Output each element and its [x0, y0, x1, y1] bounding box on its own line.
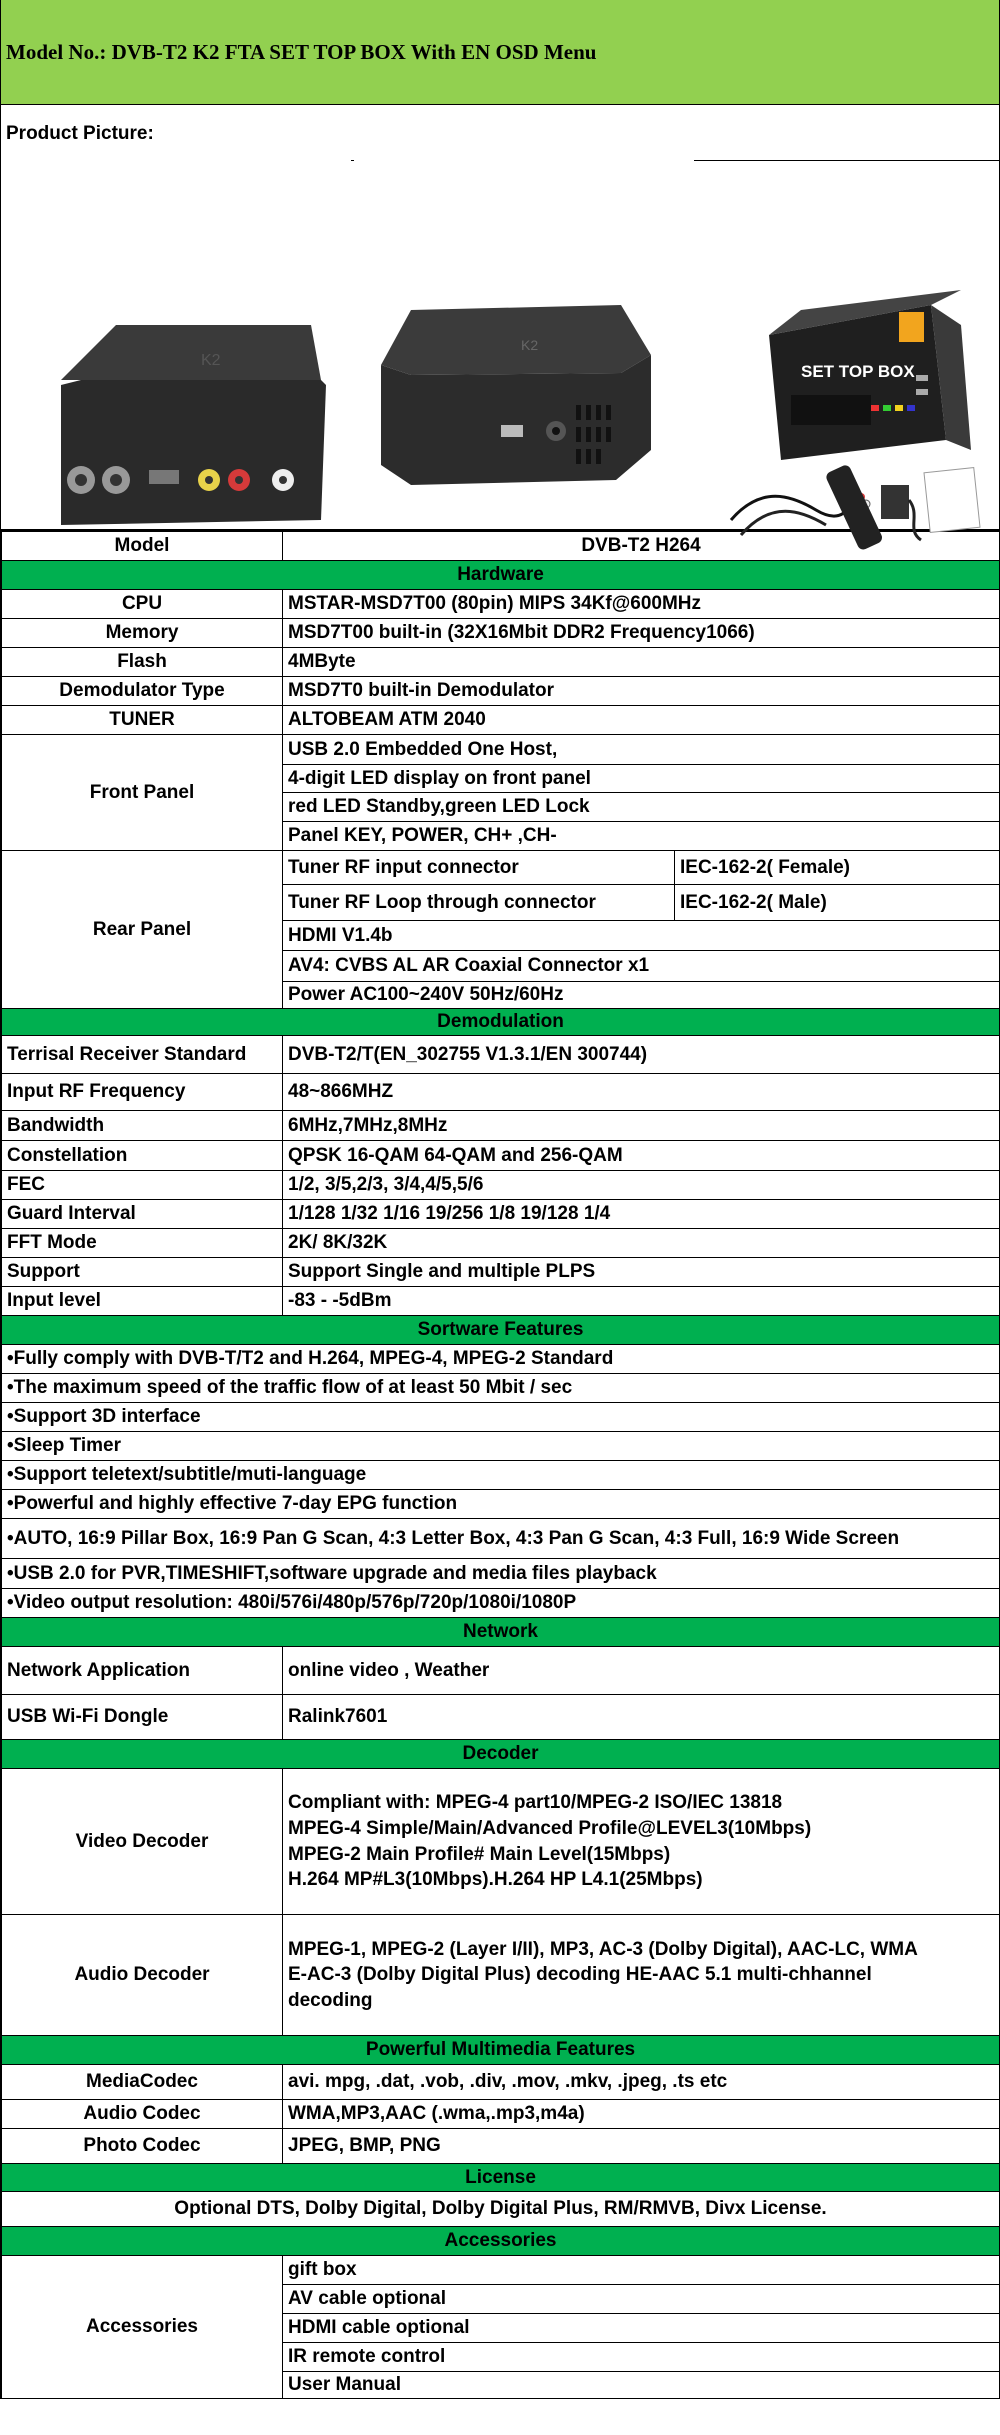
section-header-accessories [2, 2227, 1000, 2256]
decoder-line: E-AC-3 (Dolby Digital Plus) decoding HE-AAC 5.1 multi-chhannel [288, 1964, 872, 1986]
model-label: Model [2, 532, 283, 561]
package-label: SET TOP BOX [801, 362, 915, 381]
decoder-line: MPEG-1, MPEG-2 (Layer I/II), MP3, AC-3 (Dolby Digital), AAC-LC, WMA [288, 1938, 918, 1960]
accessory-item: IR remote control [283, 2343, 1000, 2372]
row-label: MediaCodec [2, 2065, 283, 2100]
product-photo-front [371, 255, 661, 505]
row-value: HDMI V1.4b [283, 921, 1000, 951]
section-title: Accessories [2, 2227, 1000, 2256]
row-value: DVB-T2/T(EN_302755 V1.3.1/EN 300744) [283, 1036, 1000, 1074]
table-row [2, 1287, 1000, 1316]
section-header-decoder [2, 1740, 1000, 1769]
table-row [2, 851, 1000, 885]
table-row [2, 2100, 1000, 2129]
accessory-item: gift box [283, 2256, 1000, 2285]
section-title: License [2, 2164, 1000, 2192]
table-row [2, 2256, 1000, 2285]
row-label: Memory [2, 619, 283, 648]
row-value: -83 - -5dBm [283, 1287, 1000, 1316]
product-picture-label: Product Picture: [6, 123, 154, 144]
feature-row [2, 1345, 1000, 1374]
spec-table [1, 531, 1000, 2399]
feature-item: •Video output resolution: 480i/576i/480p/576p/720p/1080i/1080P [2, 1589, 1000, 1618]
table-row [2, 1141, 1000, 1171]
box-top-logo: K2 [201, 352, 221, 369]
row-label: Network Application [2, 1647, 283, 1695]
row-label: USB Wi-Fi Dongle [2, 1695, 283, 1740]
row-value: 2K/ 8K/32K [283, 1229, 1000, 1258]
row-label: Support [2, 1258, 283, 1287]
row-value: Tuner RF Loop through connector [283, 885, 675, 921]
row-value: Power AC100~240V 50Hz/60Hz [283, 982, 1000, 1009]
feature-item: •The maximum speed of the traffic flow of at least 50 Mbit / sec [2, 1374, 1000, 1403]
row-label: Constellation [2, 1141, 283, 1171]
table-row [2, 677, 1000, 706]
video-decoder-value [283, 1769, 1000, 1915]
divider [694, 160, 999, 161]
section-header-network [2, 1618, 1000, 1647]
table-row [2, 1695, 1000, 1740]
row-value: MSD7T00 built-in (32X16Mbit DDR2 Frequency1066) [283, 619, 1000, 648]
row-value: 6MHz,7MHz,8MHz [283, 1111, 1000, 1141]
audio-decoder-value [283, 1915, 1000, 2036]
row-label: Guard Interval [2, 1200, 283, 1229]
row-value: Ralink7601 [283, 1695, 1000, 1740]
table-row [2, 706, 1000, 735]
row-label: TUNER [2, 706, 283, 735]
row-value: AV4: CVBS AL AR Coaxial Connector x1 [283, 951, 1000, 982]
row-value: JPEG, BMP, PNG [283, 2129, 1000, 2164]
row-label: Input level [2, 1287, 283, 1316]
row-value: USB 2.0 Embedded One Host, [283, 735, 1000, 765]
page-title: Model No.: DVB-T2 K2 FTA SET TOP BOX With EN OSD Menu [1, 0, 999, 105]
box-front-logo: K2 [521, 337, 539, 353]
feature-row [2, 1519, 1000, 1559]
section-title: Demodulation [2, 1009, 1000, 1036]
row-label: FEC [2, 1171, 283, 1200]
section-title: Sortware Features [2, 1316, 1000, 1345]
feature-row [2, 1403, 1000, 1432]
row-value: 1/2, 3/5,2/3, 3/4,4/5,5/6 [283, 1171, 1000, 1200]
table-row [2, 648, 1000, 677]
decoder-line: H.264 MP#L3(10Mbps).H.264 HP L4.1(25Mbps) [288, 1869, 703, 1891]
accessory-item: AV cable optional [283, 2285, 1000, 2314]
row-value: 4MByte [283, 648, 1000, 677]
row-value: MSTAR-MSD7T00 (80pin) MIPS 34Kf@600MHz [283, 590, 1000, 619]
row-label: Audio Decoder [2, 1915, 283, 2036]
feature-item: •Support teletext/subtitle/muti-language [2, 1461, 1000, 1490]
row-label: Demodulator Type [2, 677, 283, 706]
table-row [2, 1111, 1000, 1141]
table-row [2, 1229, 1000, 1258]
row-value: 48~866MHZ [283, 1074, 1000, 1111]
feature-item: •Sleep Timer [2, 1432, 1000, 1461]
table-row [2, 590, 1000, 619]
section-title: Network [2, 1618, 1000, 1647]
row-value: online video , Weather [283, 1647, 1000, 1695]
accessory-item: User Manual [283, 2372, 1000, 2399]
model-value: DVB-T2 H264 [283, 532, 1000, 561]
row-value: 4-digit LED display on front panel [283, 765, 1000, 793]
row-value: IEC-162-2( Female) [675, 851, 1000, 885]
feature-row [2, 1490, 1000, 1519]
feature-item: •Support 3D interface [2, 1403, 1000, 1432]
row-value: MSD7T0 built-in Demodulator [283, 677, 1000, 706]
row-value: Tuner RF input connector [283, 851, 675, 885]
product-picture-area [1, 105, 999, 531]
section-title: Hardware [2, 561, 1000, 590]
row-label: Terrisal Receiver Standard [2, 1036, 283, 1074]
product-photo-package [721, 285, 991, 555]
row-label: Video Decoder [2, 1769, 283, 1915]
decoder-line: MPEG-2 Main Profile# Main Level(15Mbps) [288, 1843, 671, 1865]
row-value: Support Single and multiple PLPS [283, 1258, 1000, 1287]
section-header-demodulation [2, 1009, 1000, 1036]
feature-item: •Powerful and highly effective 7-day EPG function [2, 1490, 1000, 1519]
table-row [2, 1769, 1000, 1915]
row-label: Input RF Frequency [2, 1074, 283, 1111]
table-row [2, 2129, 1000, 2164]
table-row [2, 2192, 1000, 2227]
table-row [2, 1258, 1000, 1287]
row-value: QPSK 16-QAM 64-QAM and 256-QAM [283, 1141, 1000, 1171]
table-row [2, 1036, 1000, 1074]
row-value: ALTOBEAM ATM 2040 [283, 706, 1000, 735]
row-value: avi. mpg, .dat, .vob, .div, .mov, .mkv, .jpeg, .ts etc [283, 2065, 1000, 2100]
section-title: Decoder [2, 1740, 1000, 1769]
section-title: Powerful Multimedia Features [2, 2036, 1000, 2065]
feature-item: •Fully comply with DVB-T/T2 and H.264, MPEG-4, MPEG-2 Standard [2, 1345, 1000, 1374]
table-row [2, 1200, 1000, 1229]
row-label: Flash [2, 648, 283, 677]
feature-row [2, 1461, 1000, 1490]
decoder-line: decoding [288, 1989, 373, 2011]
row-label: Bandwidth [2, 1111, 283, 1141]
row-label: CPU [2, 590, 283, 619]
row-label: Accessories [2, 2256, 283, 2399]
table-row [2, 1171, 1000, 1200]
decoder-line: MPEG-4 Simple/Main/Advanced Profile@LEVEL3(10Mbps) [288, 1817, 812, 1839]
row-label: Audio Codec [2, 2100, 283, 2129]
row-label: FFT Mode [2, 1229, 283, 1258]
feature-row [2, 1559, 1000, 1589]
table-row [2, 619, 1000, 648]
row-value: IEC-162-2( Male) [675, 885, 1000, 921]
row-label: Photo Codec [2, 2129, 283, 2164]
feature-item: •AUTO, 16:9 Pillar Box, 16:9 Pan G Scan, 4:3 Letter Box, 4:3 Pan G Scan, 4:3 Full, 16:9 Wide Screen [2, 1519, 1000, 1559]
row-label: Rear Panel [2, 851, 283, 1009]
license-text: Optional DTS, Dolby Digital, Dolby Digital Plus, RM/RMVB, Divx License. [2, 2192, 1000, 2227]
feature-row [2, 1589, 1000, 1618]
row-value: Panel KEY, POWER, CH+ ,CH- [283, 822, 1000, 851]
product-photo-back [21, 265, 341, 535]
decoder-line: Compliant with: MPEG-4 part10/MPEG-2 ISO/IEC 13818 [288, 1792, 783, 1814]
section-header-software [2, 1316, 1000, 1345]
section-header-multimedia [2, 2036, 1000, 2065]
table-row [2, 1915, 1000, 2036]
table-row [2, 2065, 1000, 2100]
table-row [2, 1074, 1000, 1111]
divider [351, 160, 354, 161]
feature-item: •USB 2.0 for PVR,TIMESHIFT,software upgrade and media files playback [2, 1559, 1000, 1589]
row-value: WMA,MP3,AAC (.wma,.mp3,m4a) [283, 2100, 1000, 2129]
table-row [2, 735, 1000, 765]
feature-row [2, 1432, 1000, 1461]
row-label: Front Panel [2, 735, 283, 851]
section-header-hardware [2, 561, 1000, 590]
row-value: 1/128 1/32 1/16 19/256 1/8 19/128 1/4 [283, 1200, 1000, 1229]
section-header-license [2, 2164, 1000, 2192]
feature-row [2, 1374, 1000, 1403]
accessory-item: HDMI cable optional [283, 2314, 1000, 2343]
row-value: red LED Standby,green LED Lock [283, 793, 1000, 822]
table-row [2, 1647, 1000, 1695]
